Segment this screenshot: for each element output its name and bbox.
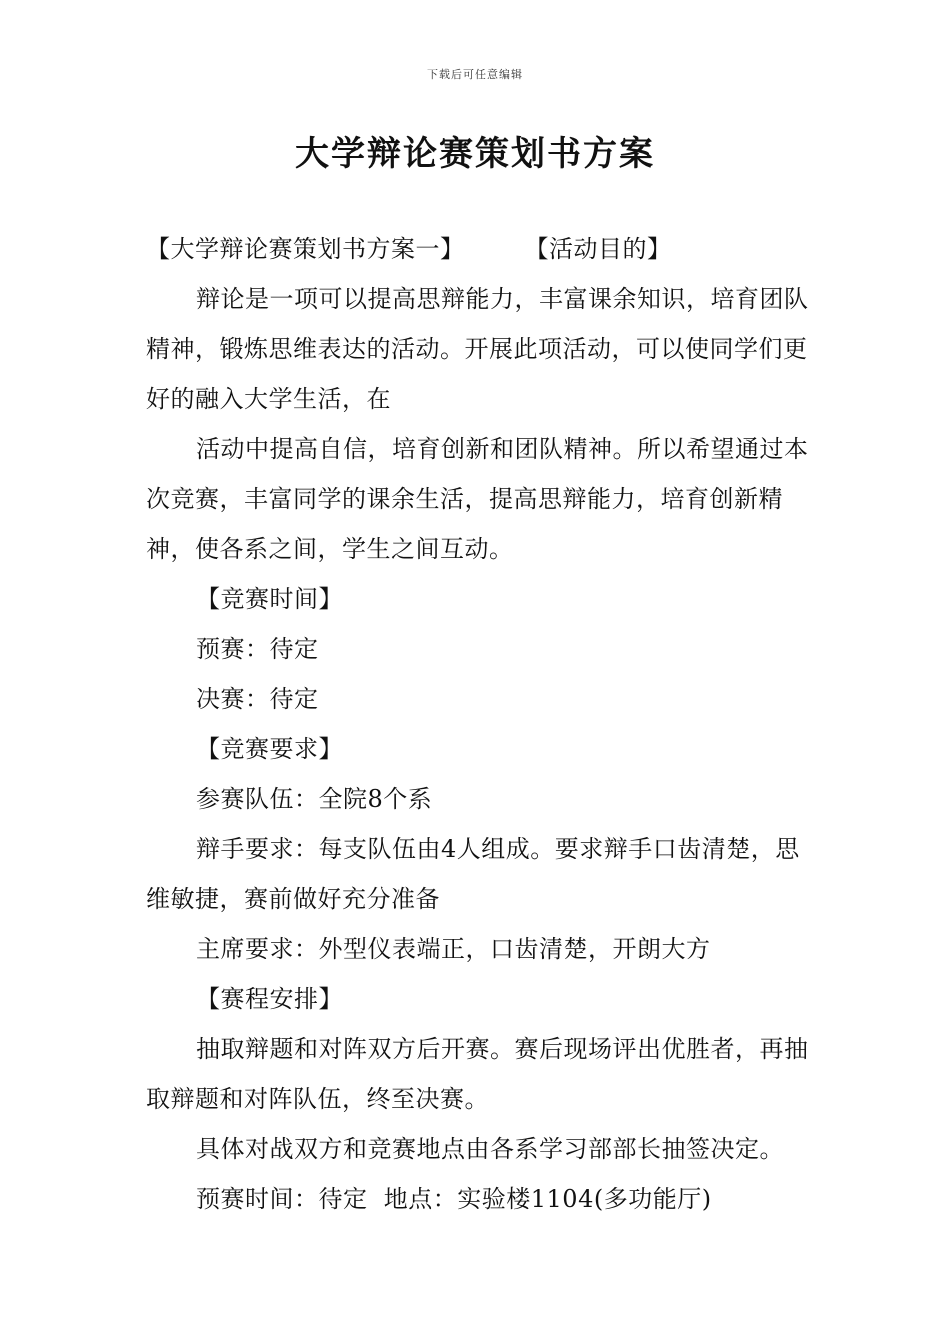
prelim-info: 预赛时间：待定 地点：实验楼1104(多功能厅) <box>196 1185 712 1213</box>
teams-line: 参赛队伍：全院8个系 <box>196 785 433 813</box>
document-body <box>146 224 810 1224</box>
schedule-heading: 【赛程安排】 <box>196 985 343 1013</box>
schedule-paragraph-2: 具体对战双方和竞赛地点由各系学习部部长抽签决定。 <box>196 1135 784 1163</box>
time-heading: 【竞赛时间】 <box>196 585 343 613</box>
purpose-paragraph-2: 活动中提高自信，培育创新和团队精神。所以希望通过本次竞赛，丰富同学的课余生活，提高思辩能力，培育创新精神，使各系之间，学生之间互动。 <box>146 435 809 563</box>
purpose-paragraph-1: 辩论是一项可以提高思辩能力，丰富课余知识，培育团队精神，锻炼思维表达的活动。开展此项活动，可以使同学们更好的融入大学生活，在 <box>146 285 809 413</box>
section-heading: 【大学辩论赛策划书方案一】 <box>146 235 465 263</box>
requirements-heading: 【竞赛要求】 <box>196 735 343 763</box>
debater-requirements: 辩手要求：每支队伍由4人组成。要求辩手口齿清楚，思维敏捷，赛前做好充分准备 <box>146 835 800 913</box>
schedule-paragraph-1: 抽取辩题和对阵双方后开赛。赛后现场评出优胜者，再抽取辩题和对阵队伍，终至决赛。 <box>146 1035 809 1113</box>
header-note: 下载后可任意编辑 <box>427 68 523 81</box>
final-time: 决赛：待定 <box>196 685 319 713</box>
document-title: 大学辩论赛策划书方案 <box>295 134 655 174</box>
heading-line <box>146 224 810 274</box>
purpose-heading: 【活动目的】 <box>524 235 672 263</box>
chair-requirements: 主席要求：外型仪表端正，口齿清楚，开朗大方 <box>196 935 711 963</box>
prelim-time: 预赛：待定 <box>196 635 319 663</box>
